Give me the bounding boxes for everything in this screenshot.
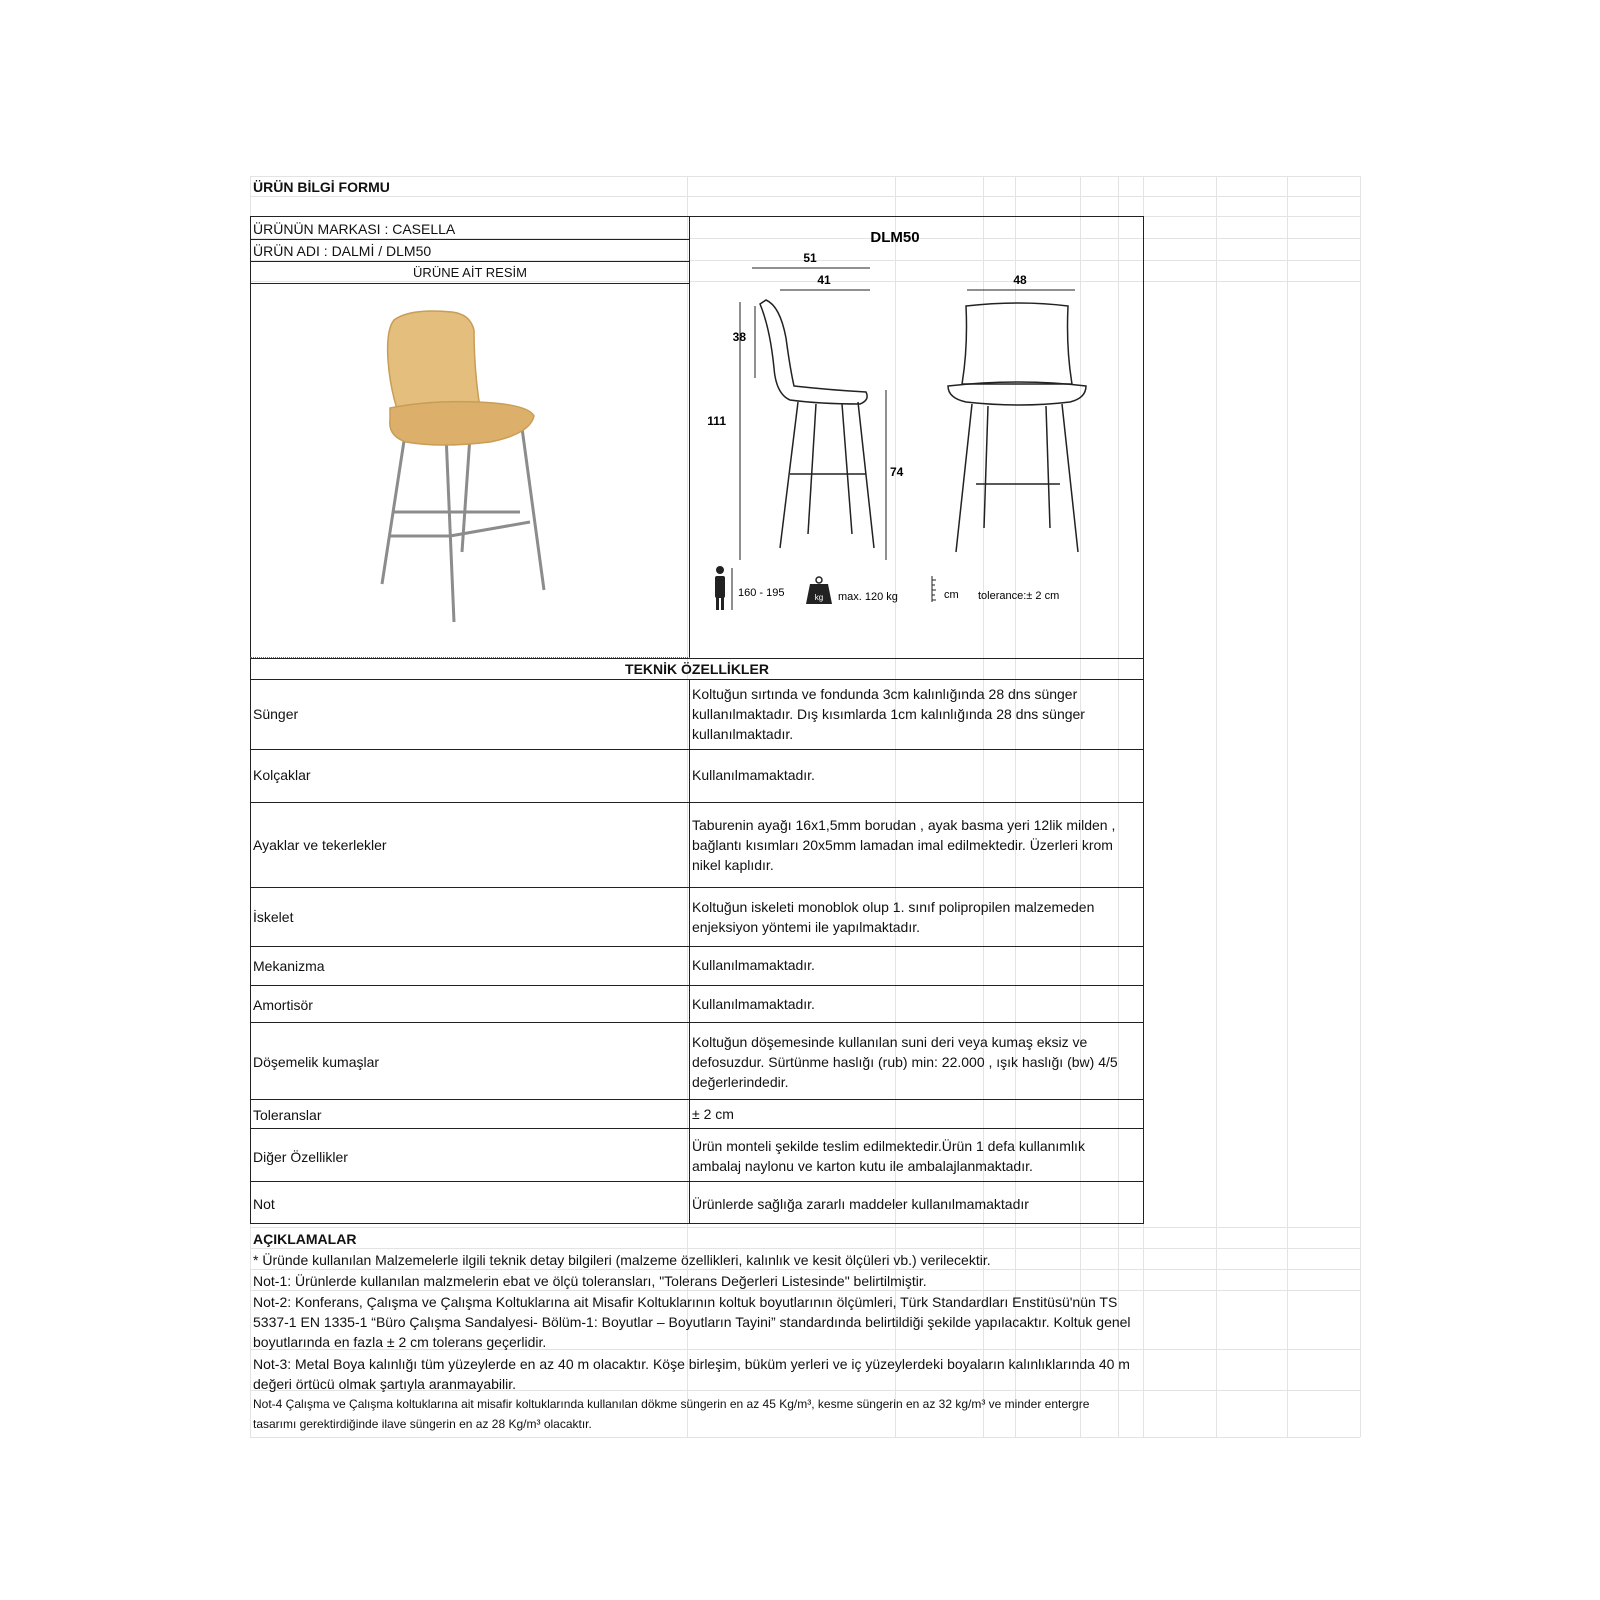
spec-label: Ayaklar ve tekerlekler	[253, 837, 387, 853]
side-view-chair	[760, 300, 874, 548]
dim-seat-height: 74	[890, 465, 904, 479]
divider	[250, 985, 1144, 986]
product-name-line: ÜRÜN ADI : DALMİ / DLM50	[253, 243, 432, 259]
note-line: tasarımı gerektirdiğinde ilave süngerin en az 28 Kg/m³ olacaktır.	[253, 1417, 592, 1431]
spec-value-line: nikel kaplıdır.	[692, 857, 774, 873]
spec-label: Döşemelik kumaşlar	[253, 1054, 380, 1070]
divider	[250, 1128, 1144, 1129]
spec-label: Diğer Özellikler	[253, 1149, 348, 1165]
spec-label: Sünger	[253, 706, 299, 722]
tolerance-label: tolerance:± 2 cm	[978, 590, 1060, 602]
divider	[250, 679, 1144, 680]
divider	[689, 679, 690, 1224]
divider	[250, 946, 1144, 947]
weight-icon	[806, 577, 832, 604]
note-line: Not-2: Konferans, Çalışma ve Çalışma Koltuklarına ait Misafir Koltuklarının koltuk boyutlarının ölçümleri, Türk Standardları Enstitüsü'nün TS	[253, 1294, 1118, 1310]
brand-line: ÜRÜNÜN MARKASI : CASELLA	[253, 221, 456, 237]
spec-value-line: kullanılmaktadır. Dış kısımlarda 1cm kalınlığında 28 dns sünger	[692, 706, 1085, 722]
divider	[250, 239, 690, 240]
spec-label: Amortisör	[253, 997, 313, 1013]
stool-legs	[382, 428, 544, 622]
front-view-chair	[948, 303, 1086, 552]
dim-seat-depth: 41	[817, 273, 831, 287]
spec-value-line: enjeksiyon yöntemi ile yapılmaktadır.	[692, 919, 920, 935]
spec-value-line: Taburenin ayağı 16x1,5mm borudan , ayak basma yeri 12lik milden ,	[692, 817, 1116, 833]
spec-value-line: Ürünlerde sağlığa zararlı maddeler kullanılmamaktadır	[692, 1196, 1029, 1212]
spec-value-line: Koltuğun sırtında ve fondunda 3cm kalınlığında 28 dns sünger	[692, 686, 1078, 702]
note-line: Not-1: Ürünlerde kullanılan malzmelerin ebat ve ölçü toleransları, "Tolerans Değerleri Listesinde" belirtilmiştir.	[253, 1273, 927, 1289]
form-title: ÜRÜN BİLGİ FORMU	[253, 179, 390, 195]
note-line: 5337-1 EN 1335-1 “Büro Çalışma Sandalyesi- Bölüm-1: Boyutlar – Boyutların Tayini” standardında belirtildiği şekilde yapılacaktır. Koltuk genel	[253, 1314, 1131, 1330]
divider	[250, 749, 1144, 750]
spec-value-line: defosuzdur. Sürtünme haslığı (rub) min: 22.000 , ışık haslığı (bw) 4/5	[692, 1054, 1118, 1070]
spec-label: Kolçaklar	[253, 767, 311, 783]
note-line: Not-3: Metal Boya kalınlığı tüm yüzeylerde en az 40 m olacaktır. Köşe birleşim, büküm yerleri ve iç yüzeylerdeki boyaların kalınlıklarında 40 m	[253, 1356, 1130, 1372]
divider	[250, 1181, 1144, 1182]
image-caption: ÜRÜNE AİT RESİM	[413, 265, 527, 280]
spec-value-line: Koltuğun iskeleti monoblok olup 1. sınıf polipropilen malzemeden	[692, 899, 1095, 915]
spec-value-line: ± 2 cm	[692, 1106, 734, 1122]
spec-value-line: Kullanılmamaktadır.	[692, 996, 815, 1012]
max-load: max. 120 kg	[838, 591, 898, 603]
divider	[250, 802, 1144, 803]
spec-value-line: ambalaj naylonu ve karton kutu ile ambalajlanmaktadır.	[692, 1158, 1033, 1174]
dim-back-height: 38	[732, 330, 746, 344]
unit-label: cm	[944, 589, 959, 601]
spec-value-line: Koltuğun döşemesinde kullanılan suni deri veya kumaş eksiz ve	[692, 1034, 1088, 1050]
spec-value-line: Ürün monteli şekilde teslim edilmektedir.Ürün 1 defa kullanımlık	[692, 1138, 1085, 1154]
technical-drawing	[690, 218, 1142, 656]
ruler-icon	[932, 576, 936, 602]
spec-value-line: kullanılmaktadır.	[692, 726, 794, 742]
divider	[250, 887, 1144, 888]
spec-value-line: değerlerindedir.	[692, 1074, 789, 1090]
spec-value-line: Kullanılmamaktadır.	[692, 767, 815, 783]
divider	[250, 1099, 1144, 1100]
note-line: boyutlarında en fazla ± 2 cm tolerans geçerlidir.	[253, 1334, 547, 1350]
dim-front-width: 48	[1013, 273, 1027, 287]
divider	[250, 261, 690, 262]
spec-value-line: Kullanılmamaktadır.	[692, 957, 815, 973]
note-line: değeri örtücü olmak şartıyla aranmayabilir.	[253, 1376, 517, 1392]
divider	[250, 1022, 1144, 1023]
kg-badge: kg	[814, 593, 824, 602]
divider	[250, 283, 690, 284]
note-line: Not-4 Çalışma ve Çalışma koltuklarına ait misafir koltuklarında kullanılan dökme süngerin en az 45 Kg/m³, kesme süngerin en az 32 kg/m³ ve minder entergre	[253, 1397, 1090, 1411]
spec-label: İskelet	[253, 909, 294, 925]
dimension-lines	[740, 268, 1075, 560]
spec-label: Toleranslar	[253, 1107, 322, 1123]
dim-total-height: 111	[707, 414, 726, 428]
spec-value-line: bağlantı kısımları 20x5mm lamadan imal edilmektedir. Üzerleri krom	[692, 837, 1113, 853]
person-range: 160 - 195	[738, 587, 785, 599]
spec-label: Mekanizma	[253, 958, 325, 974]
dim-width-outer: 51	[803, 251, 817, 265]
product-photo	[370, 300, 570, 630]
stool-seat	[390, 402, 534, 445]
note-line: * Üründe kullanılan Malzemelerle ilgili teknik detay bilgileri (malzeme özellikleri, kalınlık ve kesit ölçüleri vb.) verilecektir.	[253, 1252, 991, 1268]
person-icon	[715, 566, 732, 610]
spec-label: Not	[253, 1196, 275, 1212]
divider	[250, 658, 1144, 659]
drawing-model: DLM50	[870, 229, 920, 246]
spec-title: TEKNİK ÖZELLİKLER	[625, 661, 769, 677]
notes-title: AÇIKLAMALAR	[253, 1231, 357, 1247]
